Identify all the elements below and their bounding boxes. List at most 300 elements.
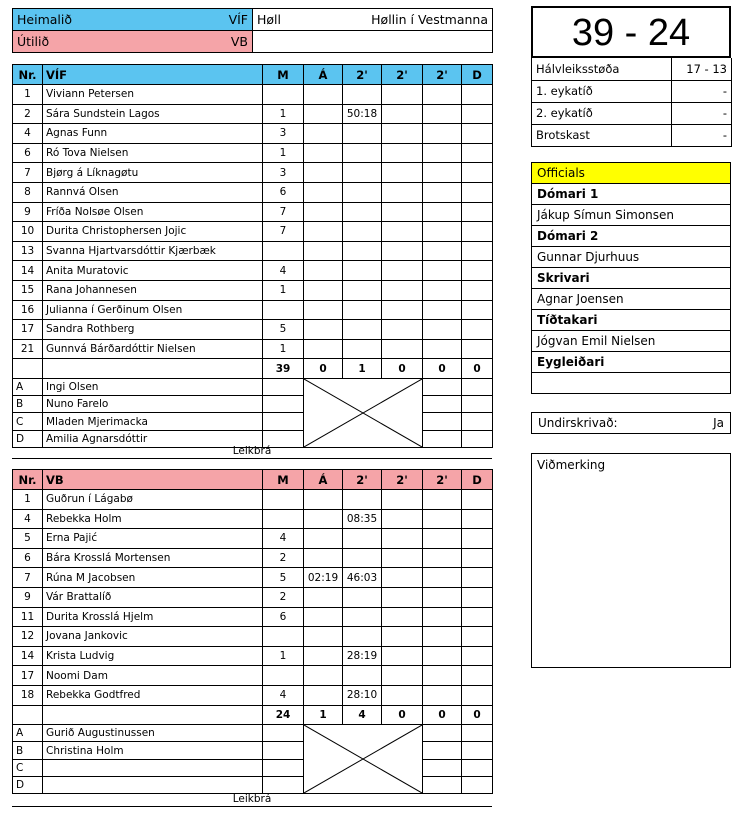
player-row [13,104,493,124]
player-warning [304,222,343,242]
player-number: 1 [13,85,43,105]
total-warnings: 1 [304,705,343,725]
player-row [13,222,493,242]
official-code: C [13,759,43,776]
total-2min-1: 4 [343,705,382,725]
team-name-header: VÍF [43,65,263,85]
player-name: Svanna Hjartvarsdóttir Kjærbæk [43,241,263,261]
official-cell [462,396,493,413]
official-cell [423,378,462,395]
player-name: Anita Muratovic [43,261,263,281]
player-disq [462,587,493,607]
signature-box [531,412,731,434]
totals-blank [43,705,263,725]
player-warning [304,163,343,183]
player-name: Agnas Funn [43,124,263,144]
away-code: VB [230,34,248,49]
player-row [13,529,493,549]
player-2min-1 [343,241,382,261]
player-2min-2 [382,666,423,686]
player-2min-3 [423,587,462,607]
player-2min-2 [382,568,423,588]
col-2min-2: 2' [382,65,423,85]
player-2min-2 [382,587,423,607]
crossed-out-area [304,725,423,794]
player-disq [462,241,493,261]
player-number: 18 [13,685,43,705]
official-code: B [13,396,43,413]
away-team-cell [13,31,253,53]
col-nr: Nr. [13,65,43,85]
player-2min-3 [423,607,462,627]
officials-title: Officials [532,163,731,184]
player-disq [462,261,493,281]
official-code: D [13,430,43,447]
player-2min-1 [343,490,382,510]
player-row [13,568,493,588]
player-2min-2 [382,143,423,163]
player-disq [462,548,493,568]
player-2min-2 [382,124,423,144]
player-row [13,509,493,529]
player-2min-1 [343,627,382,647]
player-row [13,300,493,320]
player-disq [462,182,493,202]
player-name: Guðrun í Lágabø [43,490,263,510]
player-2min-1: 50:18 [343,104,382,124]
player-warning [304,509,343,529]
player-goals: 4 [263,529,304,549]
official-code: B [13,742,43,759]
player-row [13,587,493,607]
player-row [13,607,493,627]
player-2min-1: 28:19 [343,646,382,666]
total-disq: 0 [462,705,493,725]
player-2min-1 [343,529,382,549]
player-goals: 1 [263,104,304,124]
extra1-label: 1. eykatíð [532,80,672,102]
total-2min-2: 0 [382,705,423,725]
player-2min-3 [423,339,462,359]
officials-table [531,162,731,394]
player-goals: 6 [263,182,304,202]
penalties-label: Brotskast [532,124,672,146]
player-goals: 2 [263,587,304,607]
player-number: 16 [13,300,43,320]
player-number: 14 [13,646,43,666]
official-cell [462,776,493,793]
player-name: Julianna í Gerðinum Olsen [43,300,263,320]
player-warning [304,280,343,300]
col-d: D [462,65,493,85]
player-warning [304,490,343,510]
player-row [13,548,493,568]
official-cell [462,378,493,395]
official-cell [263,413,304,430]
supervisor-name [532,373,731,394]
referee2-label: Dómari 2 [532,226,731,247]
player-disq [462,627,493,647]
player-number: 4 [13,124,43,144]
official-cell [263,396,304,413]
team-official-row [13,725,493,742]
official-cell [263,759,304,776]
player-2min-1 [343,143,382,163]
official-name: Mladen Mjerimacka [43,413,263,430]
player-2min-3 [423,163,462,183]
home-leikbra-label: Leikbrá [232,445,272,457]
col-2min-3: 2' [423,65,462,85]
player-goals: 7 [263,202,304,222]
empty-cell [253,31,493,53]
official-name: Nuno Farelo [43,396,263,413]
player-goals [263,666,304,686]
player-2min-1 [343,607,382,627]
extra1-value: - [672,80,732,102]
player-2min-3 [423,85,462,105]
player-number: 8 [13,182,43,202]
signature-value: Ja [713,416,724,430]
player-2min-1: 28:10 [343,685,382,705]
player-goals: 3 [263,124,304,144]
player-name: Sára Sundstein Lagos [43,104,263,124]
venue-cell [253,9,493,31]
col-2min-1: 2' [343,65,382,85]
player-number: 13 [13,241,43,261]
player-disq [462,300,493,320]
player-goals [263,490,304,510]
player-warning [304,85,343,105]
player-warning: 02:19 [304,568,343,588]
player-2min-1 [343,280,382,300]
player-goals [263,509,304,529]
away-leikbra-label: Leikbrá [232,793,272,805]
player-2min-1 [343,548,382,568]
player-number: 17 [13,666,43,686]
player-disq [462,490,493,510]
away-leikbra [12,793,492,807]
player-number: 17 [13,320,43,340]
player-goals: 1 [263,143,304,163]
totals-blank [13,705,43,725]
player-warning [304,587,343,607]
player-warning [304,339,343,359]
player-number: 12 [13,627,43,647]
player-row [13,261,493,281]
player-2min-3 [423,627,462,647]
home-team-cell [13,9,253,31]
player-2min-3 [423,182,462,202]
player-number: 9 [13,587,43,607]
player-disq [462,104,493,124]
player-2min-2 [382,163,423,183]
player-2min-3 [423,202,462,222]
player-2min-1: 46:03 [343,568,382,588]
player-number: 5 [13,529,43,549]
away-label: Útilið [17,34,50,49]
official-cell [423,759,462,776]
player-name: Ró Tova Nielsen [43,143,263,163]
player-row [13,646,493,666]
player-warning [304,666,343,686]
total-goals: 39 [263,359,304,379]
player-goals [263,627,304,647]
official-code: A [13,378,43,395]
player-name: Jovana Jankovic [43,627,263,647]
scorer-name: Agnar Joensen [532,289,731,310]
player-name: Durita Christophersen Jojic [43,222,263,242]
player-2min-2 [382,104,423,124]
player-2min-2 [382,529,423,549]
player-2min-2 [382,685,423,705]
player-number: 6 [13,548,43,568]
penalties-value: - [672,124,732,146]
col-a: Á [304,470,343,490]
player-name: Rebekka Godtfred [43,685,263,705]
player-row [13,490,493,510]
player-row [13,280,493,300]
player-2min-1 [343,124,382,144]
player-goals: 6 [263,607,304,627]
player-row [13,202,493,222]
official-cell [462,742,493,759]
official-cell [263,742,304,759]
player-warning [304,529,343,549]
player-warning [304,124,343,144]
player-warning [304,182,343,202]
player-2min-2 [382,320,423,340]
player-2min-3 [423,104,462,124]
player-disq [462,320,493,340]
player-2min-3 [423,666,462,686]
player-2min-3 [423,509,462,529]
total-2min-3: 0 [423,705,462,725]
player-2min-2 [382,202,423,222]
totals-blank [13,359,43,379]
player-disq [462,85,493,105]
official-cell [423,725,462,742]
player-2min-2 [382,548,423,568]
player-2min-2 [382,182,423,202]
player-row [13,627,493,647]
totals-blank [43,359,263,379]
venue-name: Høllin í Vestmanna [371,12,488,27]
player-number: 9 [13,202,43,222]
player-name: Krista Ludvig [43,646,263,666]
official-cell [423,776,462,793]
player-disq [462,568,493,588]
home-label: Heimalið [17,12,72,27]
official-code: C [13,413,43,430]
referee2-name: Gunnar Djurhuus [532,247,731,268]
player-goals: 2 [263,548,304,568]
player-disq [462,607,493,627]
player-row [13,666,493,686]
player-goals: 4 [263,261,304,281]
player-row [13,163,493,183]
player-warning [304,143,343,163]
away-team-table [12,469,493,794]
player-2min-1 [343,182,382,202]
official-name [43,759,263,776]
player-goals: 1 [263,646,304,666]
player-name: Durita Krosslá Hjelm [43,607,263,627]
col-2min-3: 2' [423,470,462,490]
player-warning [304,548,343,568]
player-2min-2 [382,300,423,320]
player-name: Sandra Rothberg [43,320,263,340]
player-row [13,339,493,359]
col-m: M [263,470,304,490]
player-2min-1 [343,339,382,359]
venue-label: Høll [257,12,281,27]
player-2min-1 [343,202,382,222]
official-name: Ingi Olsen [43,378,263,395]
col-a: Á [304,65,343,85]
player-number: 21 [13,339,43,359]
official-cell [423,413,462,430]
player-name: Rebekka Holm [43,509,263,529]
official-name [43,776,263,793]
player-number: 2 [13,104,43,124]
total-warnings: 0 [304,359,343,379]
player-warning [304,300,343,320]
player-warning [304,241,343,261]
player-number: 6 [13,143,43,163]
player-disq [462,685,493,705]
final-score: 39 - 24 [571,12,691,54]
player-name: Bjørg á Líknagøtu [43,163,263,183]
official-cell [462,413,493,430]
col-d: D [462,470,493,490]
player-number: 10 [13,222,43,242]
supervisor-label: Eygleiðari [532,352,731,373]
player-number: 7 [13,568,43,588]
player-disq [462,202,493,222]
player-name: Viviann Petersen [43,85,263,105]
score-box [531,6,731,58]
official-cell [263,776,304,793]
player-2min-2 [382,490,423,510]
player-number: 15 [13,280,43,300]
player-goals: 4 [263,685,304,705]
player-2min-2 [382,261,423,281]
totals-row [13,359,493,379]
col-2min-2: 2' [382,470,423,490]
col-m: M [263,65,304,85]
player-2min-1: 08:35 [343,509,382,529]
player-2min-3 [423,320,462,340]
official-cell [462,725,493,742]
player-name: Rúna M Jacobsen [43,568,263,588]
player-2min-3 [423,222,462,242]
player-goals: 7 [263,222,304,242]
home-code: VÍF [228,12,248,27]
player-2min-1 [343,85,382,105]
player-goals: 1 [263,339,304,359]
extra2-value: - [672,102,732,124]
player-warning [304,685,343,705]
player-disq [462,529,493,549]
player-warning [304,202,343,222]
official-name: Amilia Agnarsdóttir [43,430,263,447]
player-2min-2 [382,627,423,647]
player-2min-3 [423,261,462,281]
player-2min-3 [423,568,462,588]
official-cell [263,725,304,742]
player-2min-2 [382,646,423,666]
player-2min-1 [343,222,382,242]
player-row [13,85,493,105]
halftime-value: 17 - 13 [672,58,732,80]
player-disq [462,509,493,529]
player-2min-3 [423,529,462,549]
match-info-table [12,8,493,53]
official-code: D [13,776,43,793]
player-row [13,143,493,163]
player-2min-3 [423,300,462,320]
player-row [13,124,493,144]
player-warning [304,104,343,124]
player-2min-2 [382,280,423,300]
player-2min-2 [382,222,423,242]
player-2min-2 [382,241,423,261]
remarks-box [531,453,731,668]
player-goals: 1 [263,280,304,300]
player-disq [462,339,493,359]
player-goals [263,241,304,261]
player-row [13,320,493,340]
player-warning [304,607,343,627]
cross-mark [304,725,422,793]
timekeeper-name: Jógvan Emil Nielsen [532,331,731,352]
signature-label: Undirskrivað: [538,416,618,430]
remarks-label: Viðmerking [537,458,606,472]
total-2min-2: 0 [382,359,423,379]
total-2min-1: 1 [343,359,382,379]
official-name: Gurið Augustinussen [43,725,263,742]
player-number: 7 [13,163,43,183]
player-number: 1 [13,490,43,510]
player-disq [462,666,493,686]
official-cell [462,759,493,776]
player-disq [462,222,493,242]
timekeeper-label: Tíðtakari [532,310,731,331]
player-name: Rannvá Olsen [43,182,263,202]
referee1-name: Jákup Símun Simonsen [532,205,731,226]
official-name: Christina Holm [43,742,263,759]
player-number: 11 [13,607,43,627]
total-2min-3: 0 [423,359,462,379]
player-row [13,685,493,705]
player-name: Gunnvá Bárðardóttir Nielsen [43,339,263,359]
player-number: 14 [13,261,43,281]
player-name: Noomi Dam [43,666,263,686]
player-2min-1 [343,320,382,340]
halftime-label: Hálvleiksstøða [532,58,672,80]
player-2min-2 [382,607,423,627]
team-official-row [13,378,493,395]
player-goals [263,300,304,320]
player-warning [304,627,343,647]
player-2min-3 [423,685,462,705]
team-name-header: VB [43,470,263,490]
player-2min-3 [423,548,462,568]
player-name: Bára Krosslá Mortensen [43,548,263,568]
player-name: Rana Johannesen [43,280,263,300]
player-warning [304,646,343,666]
col-2min-1: 2' [343,470,382,490]
